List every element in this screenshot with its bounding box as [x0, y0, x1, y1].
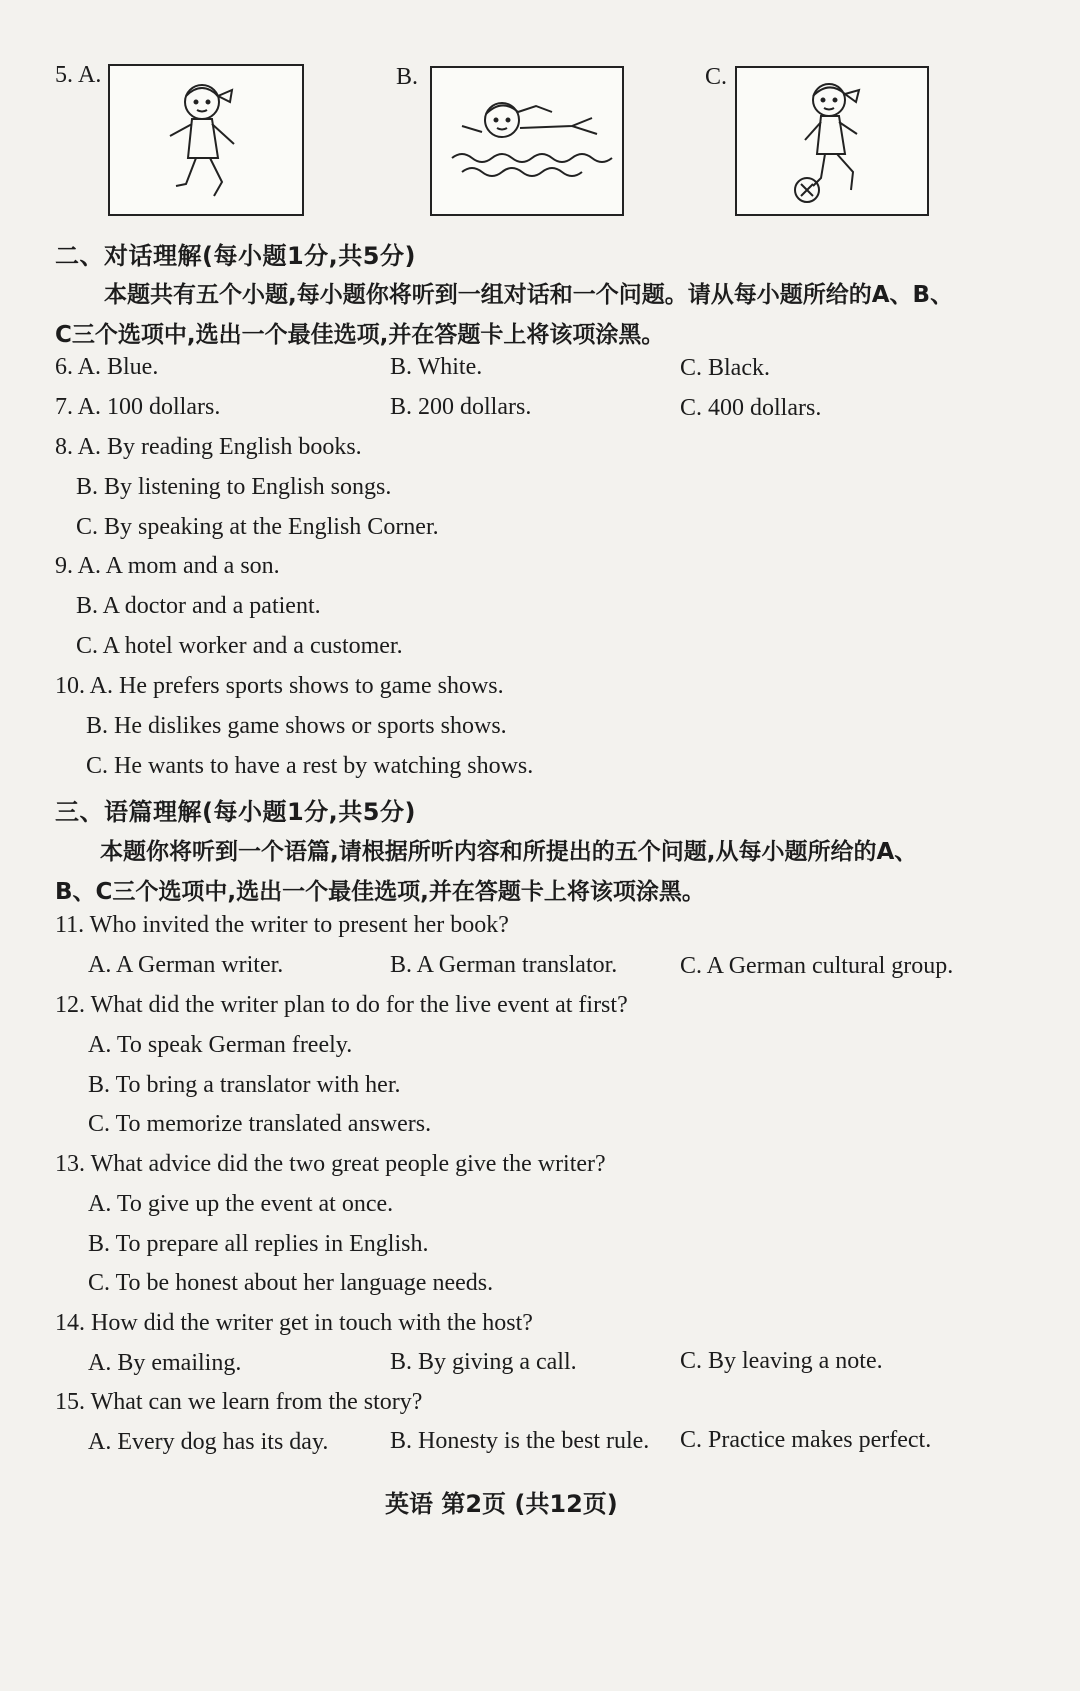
- q10-option-c: C. He wants to have a rest by watching shows.: [86, 753, 534, 779]
- girl-playing-soccer-icon: [735, 66, 929, 216]
- q8-option-a: 8. A. By reading English books.: [55, 434, 362, 460]
- q7-option-a: 7. A. 100 dollars.: [55, 394, 221, 420]
- q6-option-b: B. White.: [390, 354, 483, 380]
- q11-stem: 11. Who invited the writer to present her book?: [55, 912, 509, 938]
- section3-instruction-line1: 本题你将听到一个语篇,请根据所听内容和所提出的五个问题,从每小题所给的A、: [100, 839, 918, 865]
- section3-title: 三、语篇理解(每小题1分,共5分): [55, 798, 416, 826]
- q6-option-a: 6. A. Blue.: [55, 354, 159, 380]
- q12-option-b: B. To bring a translator with her.: [88, 1072, 401, 1098]
- q15-option-b: B. Honesty is the best rule.: [390, 1428, 650, 1454]
- q11-option-b: B. A German translator.: [390, 952, 618, 978]
- q12-option-a: A. To speak German freely.: [88, 1032, 353, 1058]
- q12-option-c: C. To memorize translated answers.: [88, 1111, 432, 1137]
- q11-option-a: A. A German writer.: [88, 952, 284, 978]
- q15-option-c: C. Practice makes perfect.: [680, 1427, 932, 1453]
- q8-option-c: C. By speaking at the English Corner.: [76, 514, 439, 540]
- q7-option-c: C. 400 dollars.: [680, 395, 822, 421]
- q5-option-a-label: A.: [78, 62, 102, 88]
- q8-option-b: B. By listening to English songs.: [76, 474, 392, 500]
- q5-option-b-label: B.: [396, 64, 419, 90]
- section2-instruction-line2: C三个选项中,选出一个最佳选项,并在答题卡上将该项涂黑。: [55, 322, 665, 348]
- section2-instruction-line1: 本题共有五个小题,每小题你将听到一组对话和一个问题。请从每小题所给的A、B、: [104, 282, 954, 308]
- q14-option-b: B. By giving a call.: [390, 1349, 577, 1375]
- q9-option-b: B. A doctor and a patient.: [76, 593, 321, 619]
- q9-option-a: 9. A. A mom and a son.: [55, 553, 280, 579]
- page-footer: 英语 第2页 (共12页): [385, 1490, 618, 1518]
- q13-option-a: A. To give up the event at once.: [88, 1191, 394, 1217]
- q7-option-b: B. 200 dollars.: [390, 394, 532, 420]
- q14-option-a: A. By emailing.: [88, 1350, 242, 1376]
- q12-stem: 12. What did the writer plan to do for the live event at first?: [55, 992, 628, 1018]
- q9-option-c: C. A hotel worker and a customer.: [76, 633, 403, 659]
- q15-option-a: A. Every dog has its day.: [88, 1429, 329, 1455]
- girl-swimming-icon: [430, 66, 624, 216]
- q5-option-c-label: C.: [705, 64, 728, 90]
- q10-option-b: B. He dislikes game shows or sports shows.: [86, 713, 507, 739]
- q15-stem: 15. What can we learn from the story?: [55, 1389, 423, 1415]
- q10-option-a: 10. A. He prefers sports shows to game shows.: [55, 673, 504, 699]
- section3-instruction-line2: B、C三个选项中,选出一个最佳选项,并在答题卡上将该项涂黑。: [55, 879, 705, 905]
- q13-option-b: B. To prepare all replies in English.: [88, 1231, 429, 1257]
- q14-option-c: C. By leaving a note.: [680, 1348, 883, 1374]
- q5-number: 5.: [55, 62, 73, 88]
- q11-option-c: C. A German cultural group.: [680, 953, 954, 979]
- section2-title: 二、对话理解(每小题1分,共5分): [55, 242, 416, 270]
- q13-stem: 13. What advice did the two great people give the writer?: [55, 1151, 606, 1177]
- girl-running-icon: [108, 64, 304, 216]
- q13-option-c: C. To be honest about her language needs.: [88, 1270, 494, 1296]
- q14-stem: 14. How did the writer get in touch with the host?: [55, 1310, 533, 1336]
- q6-option-c: C. Black.: [680, 355, 770, 381]
